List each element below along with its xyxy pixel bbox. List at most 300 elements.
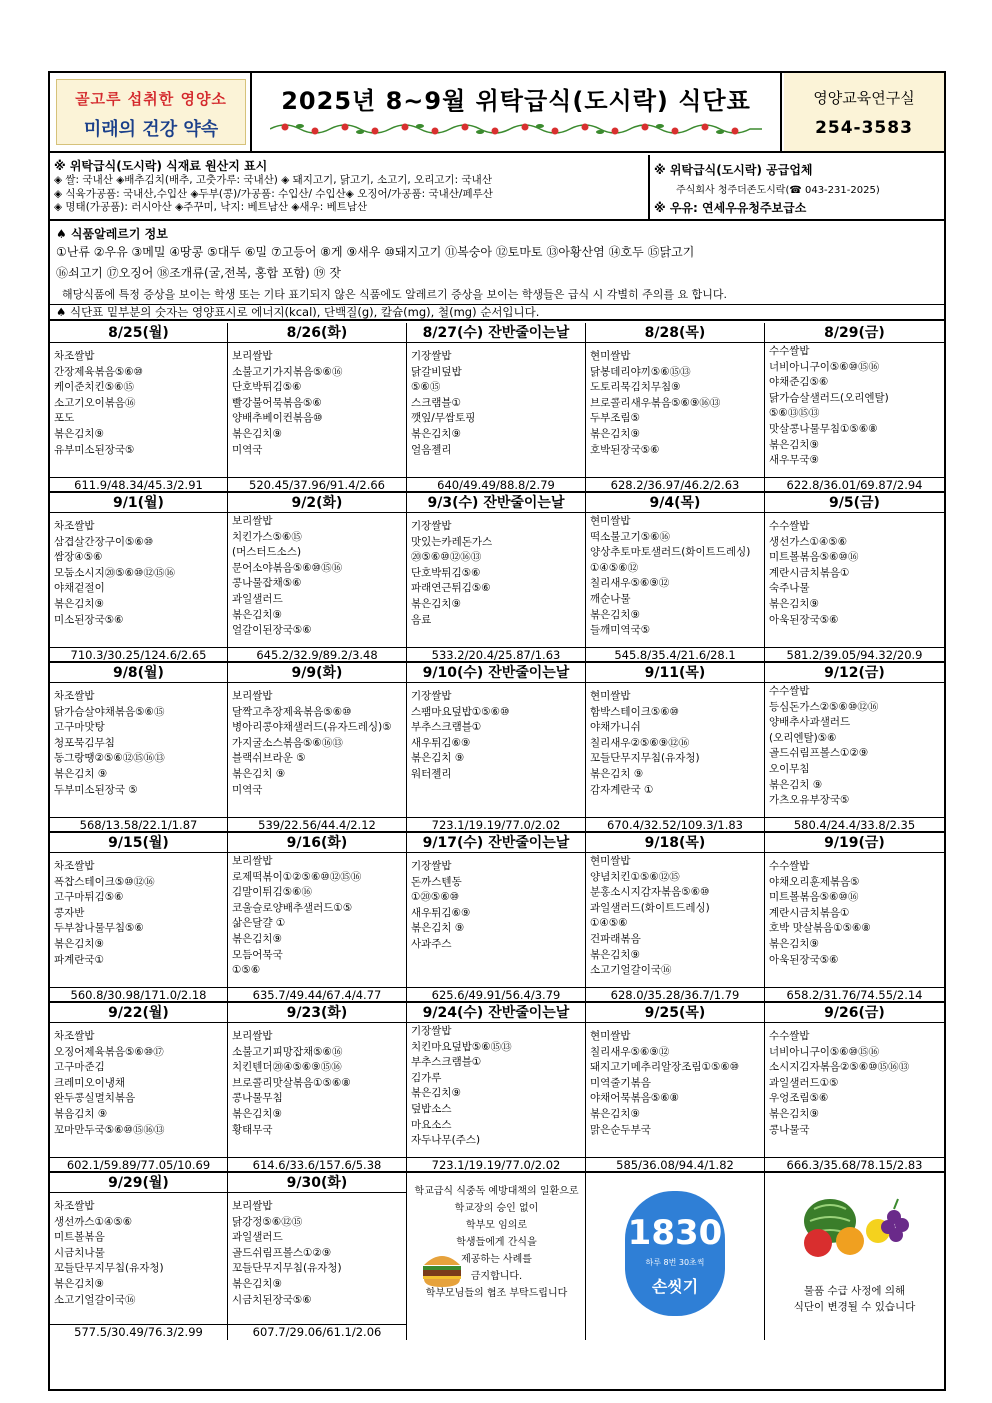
menu-item: 빨강불어묵볶음⑤⑥ xyxy=(232,396,322,409)
nutrition-values: 577.5/30.49/76.3/2.99 xyxy=(50,1324,227,1339)
nutrition-values: 533.2/20.4/25.87/1.63 xyxy=(407,647,585,662)
menu-item: 기장쌀밥 xyxy=(411,690,452,702)
day-date: 9/5(금) xyxy=(765,493,944,513)
allergy-section xyxy=(50,223,944,305)
menu-item: 크레미오이냉채 xyxy=(54,1076,126,1089)
menu-list xyxy=(54,1199,225,1308)
menu-item: 소고기오이볶음⑯ xyxy=(54,396,136,409)
menu-item: 호박된장국⑤⑥ xyxy=(590,443,660,456)
menu-sheet xyxy=(48,71,946,1391)
menu-item: 맑은순두부국 xyxy=(590,1123,651,1136)
menu-item: 야채어묵볶음⑤⑥⑧ xyxy=(590,1092,680,1105)
menu-item: 치킨마요덮밥⑤⑥⑮⑬ xyxy=(411,1040,512,1053)
menu-item: (머스터드소스) xyxy=(232,546,302,559)
nutrition-values: 658.2/31.76/74.55/2.14 xyxy=(765,987,944,1002)
menu-list xyxy=(411,349,583,458)
day-cell xyxy=(765,323,944,493)
day-date: 9/9(화) xyxy=(228,663,406,683)
menu-item: 미역줄기볶음 xyxy=(590,1076,651,1089)
menu-item: 소시지김자볶음②⑤⑥⑩⑮⑯⑬ xyxy=(769,1061,910,1074)
day-cell xyxy=(586,663,765,833)
page-title: 2025년 8~9월 위탁급식(도시락) 식단표 xyxy=(281,87,751,115)
day-cell xyxy=(586,833,765,1003)
menu-item: 코울슬로양배추샐러드①⑤ xyxy=(232,901,353,914)
nutrition-values: 640/49.49/88.8/2.79 xyxy=(407,477,585,492)
menu-item: 차조쌀밥 xyxy=(54,520,95,532)
menu-item: ⑤⑥⑮ xyxy=(411,381,441,394)
menu-item: 닭봉데리야끼⑤⑥⑮⑬ xyxy=(590,365,691,378)
menu-list xyxy=(54,859,225,968)
menu-list xyxy=(232,1029,404,1138)
menu-item: 기장쌀밥 xyxy=(411,520,452,532)
milk-supplier: ※ 우유: 연세우유청주보급소 xyxy=(654,201,807,215)
day-date: 9/30(화) xyxy=(228,1173,406,1193)
menu-item: 두부미소된장국 ⑤ xyxy=(54,783,138,796)
day-date: 9/22(월) xyxy=(50,1003,227,1023)
menu-item: 깨순나물 xyxy=(590,592,631,605)
menu-item: 청포묵김무침 xyxy=(54,736,115,749)
menu-item: 현미쌀밥 xyxy=(590,515,631,527)
menu-list xyxy=(590,689,762,798)
menu-item: 달짝고추장제육볶음⑤⑥⑩ xyxy=(232,705,352,718)
menu-item: 과일샐러드(화이트드레싱) xyxy=(590,901,710,914)
day-date: 9/19(금) xyxy=(765,833,944,853)
menu-item: 워터젤리 xyxy=(411,767,452,780)
menu-item: 오징어제육볶음⑤⑥⑩⑰ xyxy=(54,1045,164,1058)
menu-item: ①④⑤⑥ xyxy=(590,917,628,930)
menu-item: 부추스크램블① xyxy=(411,721,482,734)
menu-item: 수수쌀밥 xyxy=(769,685,810,697)
supplier-title: ※ 위탁급식(도시락) 공급업체 xyxy=(654,163,813,177)
menu-item: 볶은김치 ⑨ xyxy=(232,767,286,780)
menu-item: 미소된장국⑤⑥ xyxy=(54,613,124,626)
menu-item: 두부참나물무침⑤⑥ xyxy=(54,922,144,935)
menu-item: 너비아니구이⑤⑥⑩⑮⑯ xyxy=(769,1045,880,1058)
menu-item: 부추스크램블① xyxy=(411,1056,482,1069)
menu-item: 야채준김⑤⑥ xyxy=(769,376,829,389)
origin-line: ◈ 식육가공품: 국내산,수입산 ◈두부(콩)/가공품: 수입산/ 수입산◈ 오징어/가공품: 국내산/페루산 xyxy=(54,187,493,200)
allergy-title: ♠ 식품알레르기 정보 xyxy=(56,227,168,241)
menu-item: 자두나무(주스) xyxy=(411,1134,481,1147)
day-cell xyxy=(50,1003,228,1173)
menu-item: 볶은김치 ⑨ xyxy=(590,767,644,780)
day-cell xyxy=(407,1003,586,1173)
menu-item: 차조쌀밥 xyxy=(54,1030,95,1042)
menu-item: 브로콜리맛살볶음①⑤⑥⑧ xyxy=(232,1076,351,1089)
menu-item: 파계란국① xyxy=(54,953,104,966)
menu-item: 간장제육볶음⑤⑥⑩ xyxy=(54,365,144,378)
menu-item: 새우튀김⑥⑨ xyxy=(411,736,471,749)
menu-item: 아욱된장국⑤⑥ xyxy=(769,613,839,626)
menu-item: 차조쌀밥 xyxy=(54,1200,95,1212)
menu-item: 함박스테이크⑤⑥⑩ xyxy=(590,705,680,718)
menu-item: 닭갈비덮밥 xyxy=(411,365,462,378)
menu-list xyxy=(54,519,225,628)
day-cell xyxy=(407,493,586,663)
day-date: 9/23(화) xyxy=(228,1003,406,1023)
menu-item: 미트볼볶음 xyxy=(54,1231,105,1244)
menu-item: 차조쌀밥 xyxy=(54,860,95,872)
menu-item: 야채겉절이 xyxy=(54,582,105,595)
day-cell xyxy=(765,1003,944,1173)
menu-item: 칠리새우②⑤⑥⑨⑫⑯ xyxy=(590,736,690,749)
nutrition-values: 611.9/48.34/45.3/2.91 xyxy=(50,477,227,492)
nutrition-values: 585/36.08/94.4/1.82 xyxy=(586,1157,764,1172)
menu-item: 사과주스 xyxy=(411,937,452,950)
menu-item: 골드쉬림프볼스①②⑨ xyxy=(769,747,869,760)
menu-item: 고구마준김 xyxy=(54,1061,105,1074)
allergy-list-line: ①난류 ②우유 ③메밀 ④땅콩 ⑤대두 ⑥밀 ⑦고등어 ⑧게 ⑨새우 ⑩돼지고기 ⑪복숭아 ⑫토마토 ⑬아황산염 ⑭호두 ⑮닭고기 xyxy=(56,245,695,259)
menu-item: 계란시금치볶음① xyxy=(769,566,850,579)
day-date: 8/28(목) xyxy=(586,323,764,343)
menu-item: 깻잎/무쌈토핑 xyxy=(411,412,476,425)
day-date: 9/15(월) xyxy=(50,833,227,853)
menu-list xyxy=(232,349,404,458)
menu-list xyxy=(54,1029,225,1138)
notice-line: 금지합니다. xyxy=(470,1271,523,1282)
nutrition-values: 645.2/32.9/89.2/3.48 xyxy=(228,647,406,662)
menu-item: 골드쉬림프볼스①②⑨ xyxy=(232,1246,332,1259)
menu-item: 꼬들단무지무침(유자청) xyxy=(54,1262,164,1275)
menu-item: 볶은김치⑨ xyxy=(769,937,819,950)
menu-item: 도토리묵김치무침⑨ xyxy=(590,381,681,394)
menu-item: 시금치나물 xyxy=(54,1246,105,1259)
menu-item: 문어소야볶음⑤⑥⑩⑮⑯ xyxy=(232,561,343,574)
menu-item: 볶은김치⑨ xyxy=(54,937,104,950)
menu-item: 맛살콩나물무침①⑤⑥⑧ xyxy=(769,422,878,435)
menu-item: 볶음김치 ⑨ xyxy=(54,1107,108,1120)
day-cell xyxy=(50,323,228,493)
menu-item: 너비아니구이⑤⑥⑩⑮⑯ xyxy=(769,360,880,373)
menu-item: 고구마튀김⑤⑥ xyxy=(54,891,124,904)
menu-item: 치킨텐더⑳④⑤⑥⑨⑮⑯ xyxy=(232,1061,342,1074)
menu-item: 보리쌀밥 xyxy=(232,690,273,702)
menu-item: 기장쌀밥 xyxy=(411,860,452,872)
day-date: 9/12(금) xyxy=(765,663,944,683)
handwash-sticker xyxy=(625,1191,725,1316)
day-date: 9/2(화) xyxy=(228,493,406,513)
menu-change-note-line: 물품 수급 사정에 의해 xyxy=(803,1285,906,1297)
day-cell xyxy=(765,663,944,833)
week-row xyxy=(50,493,944,663)
menu-item: 가츠오유부장국⑤ xyxy=(769,794,850,807)
menu-item: 과일샐러드①⑤ xyxy=(769,1076,839,1089)
menu-item: 콩자반 xyxy=(54,906,85,919)
menu-item: 들깨미역국⑤ xyxy=(590,624,651,637)
nutrition-values: 520.45/37.96/91.4/2.66 xyxy=(228,477,406,492)
menu-item: 기장쌀밥 xyxy=(411,1025,452,1037)
menu-item: 현미쌀밥 xyxy=(590,690,631,702)
menu-list xyxy=(769,519,942,628)
notice-line: 제공하는 사례를 xyxy=(461,1254,532,1265)
menu-item: 얼음젤리 xyxy=(411,443,452,456)
nutrition-values: 635.7/49.44/67.4/4.77 xyxy=(228,987,406,1002)
menu-list xyxy=(590,1029,762,1138)
nutrition-values: 545.8/35.4/21.6/28.1 xyxy=(586,647,764,662)
day-cell xyxy=(765,493,944,663)
org-phone: 254-3583 xyxy=(815,118,913,138)
day-cell xyxy=(228,323,407,493)
allergy-list-line: ⑯쇠고기 ⑰오징어 ⑱조개류(굴,전복, 홍합 포함) ⑲ 잣 xyxy=(56,266,341,280)
nutrition-values: 607.7/29.06/61.1/2.06 xyxy=(228,1324,406,1339)
handwash-label: 손씻기 xyxy=(651,1277,699,1296)
day-date: 8/26(화) xyxy=(228,323,406,343)
menu-item: 등심돈가스②⑤⑥⑩⑫⑯ xyxy=(769,700,879,713)
menu-item: 고구마맛탕 xyxy=(54,721,105,734)
menu-item: 볶은김치⑨ xyxy=(232,932,282,945)
menu-item: 폭찹스테이크⑤⑩⑫⑯ xyxy=(54,875,155,888)
menu-list xyxy=(590,349,762,458)
menu-item: 얼갈이된장국⑤⑥ xyxy=(232,624,312,637)
day-date: 9/8(월) xyxy=(50,663,227,683)
menu-item: 블랙쉬브라운 ⑤ xyxy=(232,752,306,765)
menu-item: 미역국 xyxy=(232,783,263,796)
menu-list xyxy=(590,514,762,639)
nutrition-values: 568/13.58/22.1/1.87 xyxy=(50,817,227,832)
menu-item: 계란시금치볶음① xyxy=(769,906,850,919)
menu-item: 볶은김치⑨ xyxy=(232,608,282,621)
menu-item: 김말이튀김⑤⑥⑯ xyxy=(232,886,313,899)
day-cell xyxy=(586,493,765,663)
day-cell xyxy=(228,1003,407,1173)
column-divider xyxy=(406,1173,407,1340)
menu-item: 보리쌀밥 xyxy=(232,1200,273,1212)
menu-item: 소불고기가지볶음⑤⑥⑯ xyxy=(232,365,343,378)
menu-item: 꼬마만두국⑤⑥⑩⑮⑯⑬ xyxy=(54,1123,165,1136)
menu-item: 유부미소된장국⑤ xyxy=(54,443,135,456)
menu-item: 칠리새우⑤⑥⑨⑫ xyxy=(590,1045,670,1058)
day-date: 9/11(목) xyxy=(586,663,764,683)
menu-item: 쌈장④⑤⑥ xyxy=(54,551,103,564)
menu-item: 볶은김치⑨ xyxy=(54,1277,104,1290)
menu-item: 김가루 xyxy=(411,1071,442,1084)
menu-item: 동그랑땡②⑤⑥⑫⑮⑯⑬ xyxy=(54,752,165,765)
header xyxy=(50,73,944,153)
menu-item: 보리쌀밥 xyxy=(232,855,273,867)
day-date: 8/25(월) xyxy=(50,323,227,343)
menu-item: 삼겹살간장구이⑤⑥⑩ xyxy=(54,535,154,548)
menu-item: 떡소불고기⑤⑥⑯ xyxy=(590,530,671,543)
menu-item: 양배추베이컨볶음⑩ xyxy=(232,412,323,425)
nutrition-values: 581.2/39.05/94.32/20.9 xyxy=(765,647,944,662)
menu-list xyxy=(411,1024,583,1149)
menu-item: 수수쌀밥 xyxy=(769,1030,810,1042)
day-date: 9/4(목) xyxy=(586,493,764,513)
menu-list xyxy=(411,689,583,783)
menu-item: 시금치된장국⑤⑥ xyxy=(232,1293,312,1306)
menu-item: 볶은김치⑨ xyxy=(769,438,819,451)
notice-line: 학교장의 승인 없이 xyxy=(454,1203,539,1214)
menu-item: 보리쌀밥 xyxy=(232,515,273,527)
menu-item: 현미쌀밥 xyxy=(590,855,631,867)
menu-list xyxy=(590,854,762,979)
logo-slogan-bottom: 미래의 건강 약속 xyxy=(83,119,219,140)
menu-item: 기장쌀밥 xyxy=(411,350,452,362)
menu-item: ①④⑤⑥⑫ xyxy=(590,561,639,574)
nutrition-values: 560.8/30.98/171.0/2.18 xyxy=(50,987,227,1002)
menu-item: 덮밥소스 xyxy=(411,1102,452,1115)
day-cell xyxy=(407,663,586,833)
menu-item: 닭가슴살샐러드(오리엔탈) xyxy=(769,391,889,404)
menu-item: 돼지고기메추리알장조림①⑤⑥⑩ xyxy=(590,1061,740,1074)
menu-item: 병아리콩야채샐러드(유자드레싱)⑤ xyxy=(232,721,392,734)
menu-item: 칠리새우⑤⑥⑨⑫ xyxy=(590,577,670,590)
menu-item: 모둠소시지⑳⑤⑥⑩⑫⑮⑯ xyxy=(54,566,175,579)
day-date: 9/17(수) 잔반줄이는날 xyxy=(407,833,585,853)
menu-item: ⑤⑥⑬⑮⑬ xyxy=(769,407,820,420)
menu-item: 차조쌀밥 xyxy=(54,350,95,362)
menu-item: 볶은김치 ⑨ xyxy=(769,778,823,791)
menu-item: 오이무침 xyxy=(769,762,810,775)
menu-item: (오리엔탈)⑤⑥ xyxy=(769,731,837,744)
menu-item: 소고기얼갈이국⑯ xyxy=(590,964,672,977)
day-date: 9/26(금) xyxy=(765,1003,944,1023)
nutrition-values: 628.0/35.28/36.7/1.79 xyxy=(586,987,764,1002)
menu-item: 모듬어묵국 xyxy=(232,948,283,961)
nutrition-values: 622.8/36.01/69.87/2.94 xyxy=(765,477,944,492)
menu-item: ⑳⑤⑥⑩⑫⑯⑬ xyxy=(411,551,482,564)
menu-item: 건파래볶음 xyxy=(590,932,641,945)
menu-item: 수수쌀밥 xyxy=(769,345,810,357)
menu-item: 단호박튀김⑤⑥ xyxy=(232,381,302,394)
day-date: 9/18(목) xyxy=(586,833,764,853)
menu-item: 현미쌀밥 xyxy=(590,350,631,362)
origin-line: ◈ 명태(가공품): 러시아산 ◈주꾸미, 낙지: 베트남산 ◈새우: 베트남산 xyxy=(54,201,368,213)
day-date: 9/3(수) 잔반줄이는날 xyxy=(407,493,585,513)
menu-item: 꼬들단무지무침(유자청) xyxy=(590,752,700,765)
menu-item: 소불고기피망잡채⑤⑥⑯ xyxy=(232,1045,343,1058)
day-cell xyxy=(228,663,407,833)
supplier-info xyxy=(648,155,944,219)
notice-line: 학부모님들의 협조 부탁드립니다 xyxy=(425,1288,568,1299)
menu-item: 야채가니쉬 xyxy=(590,721,641,734)
day-cell xyxy=(50,663,228,833)
menu-item: 미트볼볶음⑤⑥⑩⑯ xyxy=(769,551,859,564)
menu-item: 볶은김치⑨ xyxy=(590,948,640,961)
menu-item: 호박 맛살볶음①⑤⑥⑧ xyxy=(769,922,871,935)
menu-item: 우엉조림⑤⑥ xyxy=(769,1092,829,1105)
day-cell xyxy=(50,1173,228,1340)
day-date: 9/25(목) xyxy=(586,1003,764,1023)
menu-item: 볶은김치 ⑨ xyxy=(411,922,465,935)
menu-item: 볶은김치⑨ xyxy=(590,608,640,621)
menu-item: 황태무국 xyxy=(232,1123,273,1136)
menu-item: 새우튀김⑥⑨ xyxy=(411,906,471,919)
menu-item: 양념치킨①⑤⑥⑫⑮ xyxy=(590,870,680,883)
day-cell xyxy=(407,833,586,1003)
menu-item: 완두콩실멸치볶음 xyxy=(54,1092,136,1105)
menu-item: 볶은김치 ⑨ xyxy=(411,752,465,765)
menu-item: 분홍소시지감자볶음⑤⑥⑩ xyxy=(590,886,710,899)
day-date: 9/1(월) xyxy=(50,493,227,513)
menu-item: 숙주나물 xyxy=(769,582,810,595)
menu-item: 꼬들단무지무침(유자청) xyxy=(232,1262,342,1275)
org-box xyxy=(784,73,944,151)
nutrition-values: 723.1/19.19/77.0/2.02 xyxy=(407,817,585,832)
nutrition-values: 670.4/32.52/109.3/1.83 xyxy=(586,817,764,832)
menu-item: 양상추토마토샐러드(화이트드레싱) xyxy=(590,546,751,559)
menu-item: 볶은김치⑨ xyxy=(411,1087,461,1100)
menu-item: 두부조림⑤ xyxy=(590,412,640,425)
menu-list xyxy=(232,689,404,798)
day-date: 8/27(수) 잔반줄이는날 xyxy=(407,323,585,343)
origin-title: ※ 위탁급식(도시락) 식재료 원산지 표시 xyxy=(54,159,268,173)
menu-item: 볶은김치⑨ xyxy=(232,1277,282,1290)
menu-list xyxy=(769,859,942,968)
menu-item: 보리쌀밥 xyxy=(232,350,273,362)
day-cell xyxy=(228,833,407,1003)
menu-list xyxy=(411,519,583,628)
menu-item: 콩나물무침 xyxy=(232,1092,283,1105)
day-cell xyxy=(228,493,407,663)
menu-item: 음료 xyxy=(411,613,432,626)
notice-line: 학생들에게 간식을 xyxy=(456,1237,537,1248)
day-cell xyxy=(586,323,765,493)
week-row xyxy=(50,323,944,493)
menu-list xyxy=(411,859,583,953)
menu-item: 미역국 xyxy=(232,443,263,456)
burger-icon xyxy=(420,1245,464,1293)
menu-item: 닭가슴살야채볶음⑤⑥⑮ xyxy=(54,705,165,718)
day-date: 8/29(금) xyxy=(765,323,944,343)
day-cell xyxy=(50,833,228,1003)
menu-item: 보리쌀밥 xyxy=(232,1030,273,1042)
menu-item: 삶은달걀 ① xyxy=(232,917,286,930)
org-name: 영양교육연구실 xyxy=(813,89,915,107)
menu-item: 스팸마요덮밥①⑤⑥⑩ xyxy=(411,705,510,718)
menu-list xyxy=(769,344,942,469)
menu-item: 치킨가스⑤⑥⑮ xyxy=(232,530,302,543)
menu-item: 볶은김치⑨ xyxy=(769,1107,819,1120)
week-row xyxy=(50,1173,944,1340)
menu-item: 브로콜리새우볶음⑤⑥⑨⑯⑬ xyxy=(590,396,721,409)
column-divider xyxy=(764,1173,765,1340)
menu-item: 돈까스텐동 xyxy=(411,875,462,888)
menu-item: 양배추사과샐러드 xyxy=(769,716,851,729)
nutrition-values: 666.3/35.68/78.15/2.83 xyxy=(765,1157,944,1172)
origin-section xyxy=(50,155,944,221)
day-cell xyxy=(228,1173,407,1340)
menu-change-note-line: 식단이 변경될 수 있습니다 xyxy=(793,1301,916,1313)
menu-item: ①⑤⑥ xyxy=(232,964,261,977)
nutrition-values: 625.6/49.91/56.4/3.79 xyxy=(407,987,585,1002)
menu-item: 콩나물국 xyxy=(769,1123,810,1136)
notice-line: 학교급식 식중독 예방대책의 일환으로 xyxy=(414,1186,579,1197)
menu-item: 볶은김치⑨ xyxy=(54,427,104,440)
menu-item: 야채오리훈제볶음⑤ xyxy=(769,875,860,888)
week-row xyxy=(50,833,944,1003)
menu-item: 단호박튀김⑤⑥ xyxy=(411,566,481,579)
menu-item: 새우무국⑨ xyxy=(769,454,819,467)
nutrition-values: 580.4/24.4/33.8/2.35 xyxy=(765,817,944,832)
notice-line: 학부모 임의로 xyxy=(465,1220,528,1231)
menu-item: 로제떡볶이①②⑤⑥⑩⑫⑮⑯ xyxy=(232,870,362,883)
menu-item: 포도 xyxy=(54,412,75,425)
vine-decoration-icon xyxy=(270,121,762,137)
menu-change-note xyxy=(765,1283,944,1315)
menu-item: 볶은김치⑨ xyxy=(411,427,461,440)
menu-item: 수수쌀밥 xyxy=(769,520,810,532)
day-cell xyxy=(50,493,228,663)
logo-slogan-top: 골고루 섭취한 영양소 xyxy=(75,90,227,108)
origin-line: ◈ 쌀: 국내산 ◈배추김치(배추, 고춧가루: 국내산) ◈ 돼지고기, 닭고기, 소고기, 오리고기: 국내산 xyxy=(54,174,492,186)
menu-item: 스크램블① xyxy=(411,396,461,409)
menu-item: 차조쌀밥 xyxy=(54,690,95,702)
nutrition-values: 628.2/36.97/46.2/2.63 xyxy=(586,477,764,492)
menu-item: 볶은김치⑨ xyxy=(232,1107,282,1120)
menu-list xyxy=(232,1199,404,1308)
week-row xyxy=(50,663,944,833)
